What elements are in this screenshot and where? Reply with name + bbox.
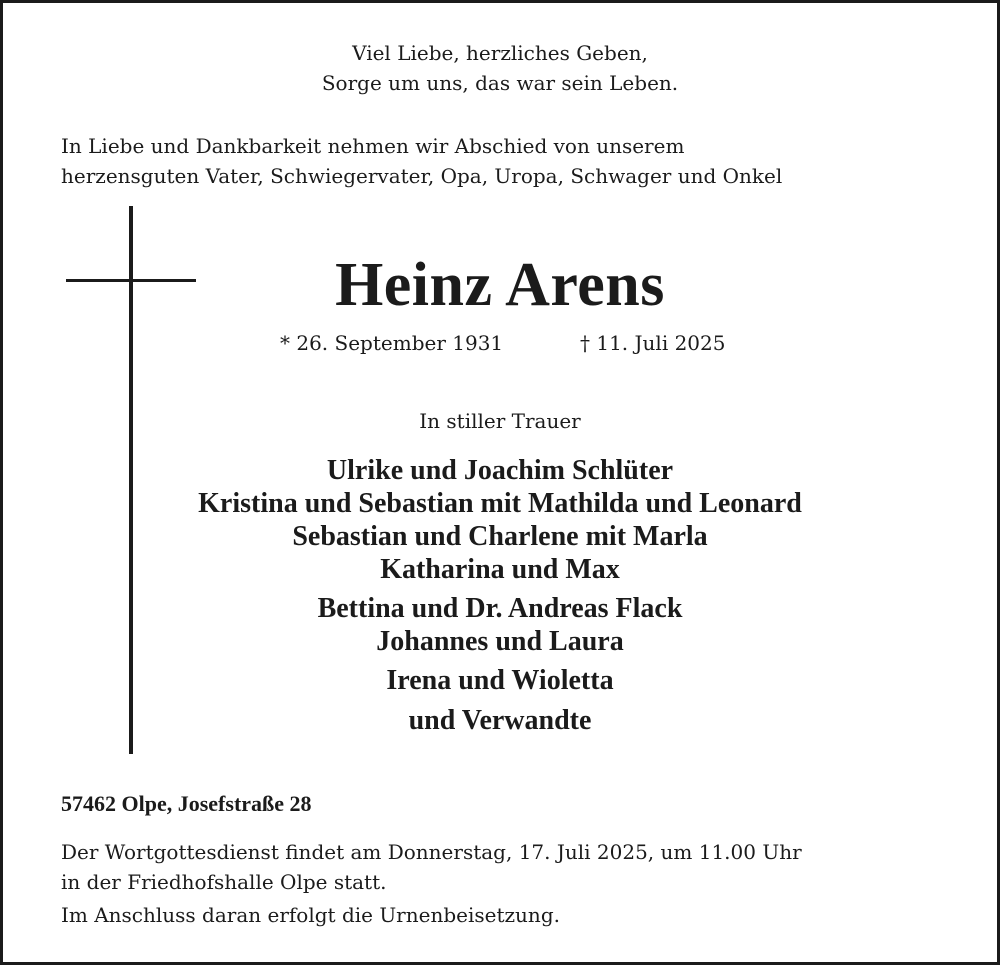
- mourning-label: In stiller Trauer: [419, 409, 581, 433]
- intro-text: [61, 131, 782, 191]
- motto: [3, 38, 997, 98]
- mourner-line: Sebastian und Charlene mit Marla: [292, 521, 708, 552]
- deceased-name: Heinz Arens: [335, 251, 665, 319]
- intro-line-2: herzensguten Vater, Schwiegervater, Opa, Uropa, Schwager und Onkel: [61, 164, 783, 188]
- intro-line-1: In Liebe und Dankbarkeit nehmen wir Abschied von unserem: [61, 134, 685, 158]
- motto-line-1: Viel Liebe, herzliches Geben,: [352, 41, 648, 65]
- mourner-line: Johannes und Laura: [376, 626, 624, 657]
- motto-line-2: Sorge um uns, das war sein Leben.: [321, 71, 679, 95]
- service-line-2: in der Friedhofshalle Olpe statt.: [61, 870, 387, 894]
- address: 57462 Olpe, Josefstraße 28: [61, 791, 312, 816]
- birth-date: * 26. September 1931: [280, 331, 504, 355]
- mourner-line: Katharina und Max: [380, 554, 620, 585]
- burial-info: Im Anschluss daran erfolgt die Urnenbeisetzung.: [61, 903, 560, 927]
- mourner-line: Ulrike und Joachim Schlüter: [326, 455, 674, 486]
- mourner-line: Kristina und Sebastian mit Mathilda und Leonard: [198, 488, 802, 519]
- mourner-line: und Verwandte: [408, 705, 592, 736]
- mourner-line: Irena und Wioletta: [386, 665, 614, 696]
- service-info: [61, 837, 802, 897]
- mourner-line: Bettina und Dr. Andreas Flack: [317, 593, 683, 624]
- service-line-1: Der Wortgottesdienst findet am Donnerstag, 17. Juli 2025, um 11.00 Uhr: [61, 840, 802, 864]
- death-date: † 11. Juli 2025: [580, 331, 726, 355]
